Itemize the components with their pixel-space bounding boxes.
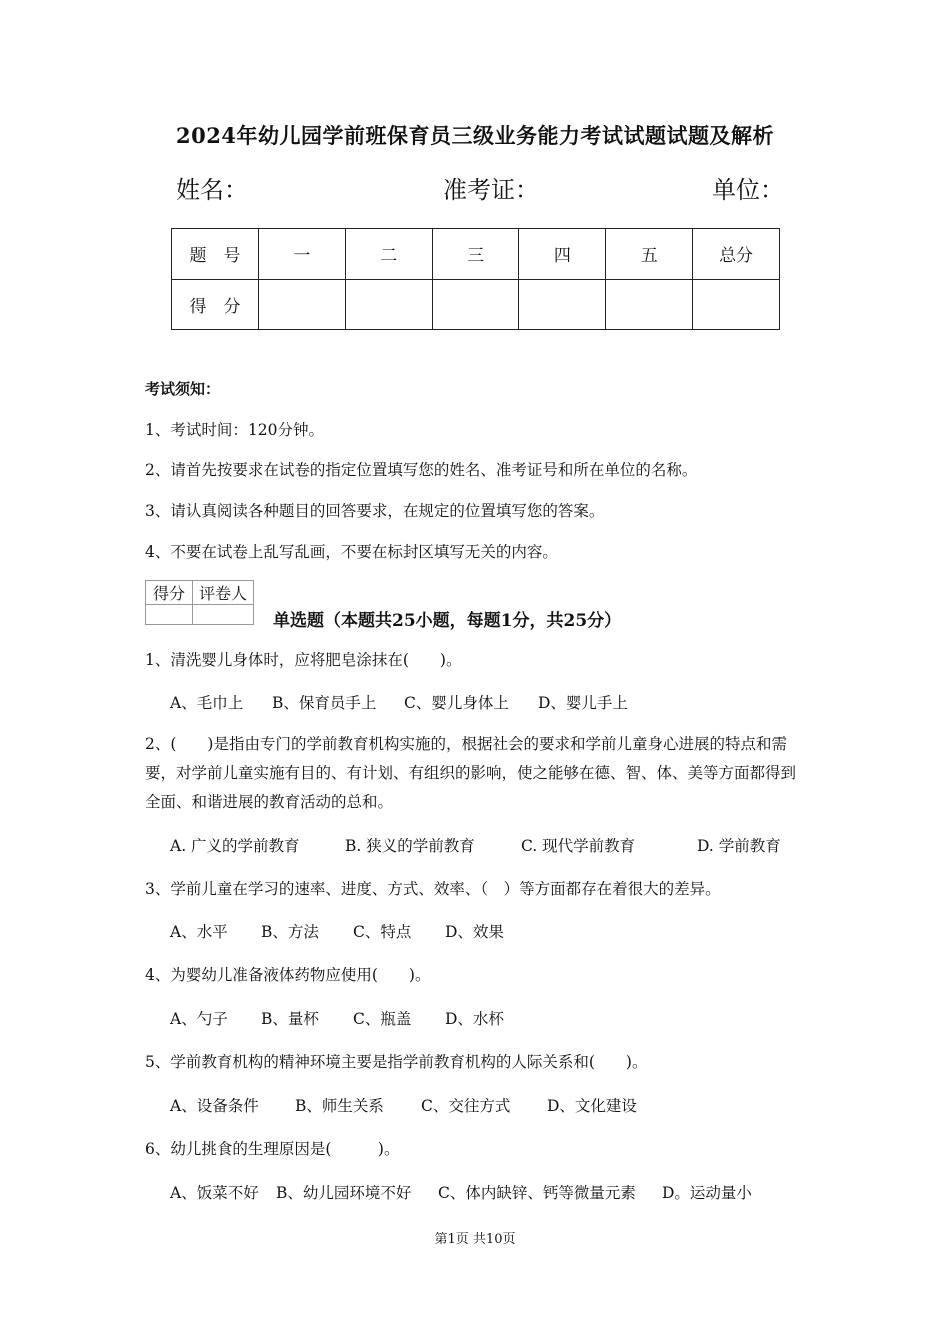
question-option: C、婴儿身体上 (404, 694, 509, 712)
question-option: B、师生关系 (295, 1097, 384, 1115)
question-option: A. 广义的学前教育 (170, 837, 300, 855)
question-option: B、方法 (261, 923, 319, 941)
section-title: 单选题（本题共25小题，每题1分，共25分） (273, 611, 622, 631)
exam-id-label: 准考证： (443, 176, 539, 204)
question-stem: 1、清洗婴儿身体时，应将肥皂涂抹在( )。 (145, 651, 462, 669)
grader-reviewer-cell (193, 605, 254, 625)
question-option: C、特点 (353, 923, 412, 941)
grader-reviewer-label: 评卷人 (193, 581, 254, 605)
grader-score-cell (146, 605, 193, 625)
question-option: B. 狭义的学前教育 (345, 837, 475, 855)
question-option: A、饭菜不好 (170, 1184, 259, 1202)
question-stem: 2、( )是指由专门的学前教育机构实施的，根据社会的要求和学前儿童身心进展的特点和需要，对学前儿童实施有目的、有计划、有组织的影响，使之能够在德、智、体、美等方面都得到全面、和谐进展的教育活动的总和。 (145, 735, 797, 811)
question-option: B、量杯 (261, 1010, 319, 1028)
question-option: C. 现代学前教育 (521, 837, 636, 855)
question-option: C、体内缺锌、钙等微量元素 (438, 1184, 636, 1202)
question-stem: 6、幼儿挑食的生理原因是( )。 (145, 1140, 400, 1158)
question-option: C、瓶盖 (353, 1010, 412, 1028)
name-label: 姓名： (176, 176, 248, 204)
question-option: A、毛巾上 (170, 694, 244, 712)
grader-box (145, 580, 254, 625)
question-option: B、幼儿园环境不好 (276, 1184, 412, 1202)
score-cell (259, 279, 346, 330)
notice-item: 1、考试时间：120分钟。 (145, 421, 324, 439)
score-header-cell: 题 号 (172, 229, 259, 280)
score-header-cell: 五 (606, 229, 693, 280)
question-option: D。运动量小 (662, 1184, 752, 1202)
question-option: B、保育员手上 (272, 694, 377, 712)
question-stem: 5、学前教育机构的精神环境主要是指学前教育机构的人际关系和( )。 (145, 1053, 648, 1071)
score-header-cell: 四 (519, 229, 606, 280)
notice-item: 3、请认真阅读各种题目的回答要求，在规定的位置填写您的答案。 (145, 502, 605, 520)
score-table (171, 228, 780, 330)
score-cell (432, 279, 519, 330)
question-stem: 3、学前儿童在学习的速率、进度、方式、效率、（ ）等方面都存在着很大的差异。 (145, 880, 721, 898)
score-cell (693, 279, 780, 330)
question-option: A、设备条件 (170, 1097, 259, 1115)
question-option: D. 学前教育 (697, 837, 781, 855)
unit-label: 单位： (712, 176, 784, 204)
page-footer: 第1页 共10页 (434, 1232, 516, 1247)
question-stem: 4、为婴幼儿准备液体药物应使用( )。 (145, 966, 431, 984)
question-option: D、水杯 (445, 1010, 504, 1028)
score-row-label: 得 分 (172, 279, 259, 330)
grader-score-label: 得分 (146, 581, 193, 605)
question-option: A、勺子 (170, 1010, 228, 1028)
question-option: C、交往方式 (421, 1097, 511, 1115)
score-cell (345, 279, 432, 330)
score-header-cell: 一 (259, 229, 346, 280)
page-title: 2024年幼儿园学前班保育员三级业务能力考试试题试题及解析 (176, 123, 774, 148)
question-option: D、婴儿手上 (538, 694, 628, 712)
notice-title: 考试须知： (145, 380, 221, 398)
score-header-cell: 二 (345, 229, 432, 280)
notice-item: 4、不要在试卷上乱写乱画，不要在标封区填写无关的内容。 (145, 543, 558, 561)
score-header-cell: 三 (432, 229, 519, 280)
question-option: A、水平 (170, 923, 228, 941)
score-cell (606, 279, 693, 330)
notice-item: 2、请首先按要求在试卷的指定位置填写您的姓名、准考证号和所在单位的名称。 (145, 461, 698, 479)
score-table-header-row (172, 229, 780, 280)
score-header-cell: 总分 (693, 229, 780, 280)
score-table-score-row (172, 279, 780, 330)
question-option: D、效果 (445, 923, 504, 941)
question-option: D、文化建设 (547, 1097, 637, 1115)
score-cell (519, 279, 606, 330)
